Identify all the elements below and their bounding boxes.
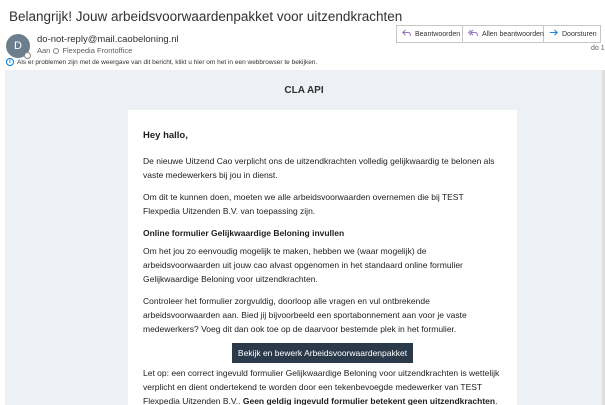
section-heading: Online formulier Gelijkwaardige Beloning invullen: [143, 228, 345, 238]
forward-button[interactable]: [544, 25, 601, 43]
sender-avatar[interactable]: [6, 34, 30, 58]
display-problem-infobar[interactable]: [6, 58, 317, 66]
sender-address[interactable]: do-not-reply@mail.caobeloning.nl: [37, 34, 179, 45]
to-recipient[interactable]: Flexpedia Frontoffice: [62, 46, 133, 55]
infobar-text[interactable]: Als er problemen zijn met de weergave van dit bericht, klikt u hier om het in een webbrowser te bekijken.: [17, 58, 318, 66]
paragraph-legal-notice: [143, 366, 502, 405]
forward-icon: [549, 29, 558, 39]
paragraph-form-info: Om het jou zo eenvoudig mogelijk te maken, hebben we (waar mogelijk) de arbeidsvoorwaarden uit jouw cao alvast opgenomen in het standaard online formulier Gelijkwaardige Beloning voor uitzendkrachten.: [143, 246, 463, 284]
to-label: Aan: [37, 46, 51, 55]
recipient-presence-icon: [53, 48, 59, 54]
reply-all-label: Allen beantwoorden: [482, 30, 544, 38]
message-actions: [396, 25, 601, 43]
legal-notice-emphasis: Geen geldig ingevuld formulier betekent geen uitzendkrachten: [242, 396, 496, 405]
reply-all-icon: [468, 29, 478, 39]
reply-all-button[interactable]: [463, 25, 544, 43]
email-body: [5, 70, 603, 405]
email-content-card: [128, 110, 517, 405]
reply-button[interactable]: [396, 25, 463, 43]
paragraph-check-form: Controleer het formulier zorgvuldig, doorloop alle vragen en vul ontbrekende arbeidsvoorwaarden aan. Bied jij bijvoorbeeld een sportabonnement aan voor je vaste medewerkers? Voeg dit dan ook toe op de daarvoor bestemde plek in het formulier.: [143, 296, 467, 334]
recipient-line: [37, 46, 132, 55]
reply-icon: [402, 29, 411, 39]
received-date: do 1: [591, 45, 605, 52]
email-subject: Belangrijk! Jouw arbeidsvoorwaardenpakket voor uitzendkrachten: [9, 9, 403, 24]
legal-notice-text: Let op: een correct ingevuld formulier Gelijkwaardige Beloning voor uitzendkrachten is wettelijk verplicht en dient ondertekend te worden door een tekenbevoegde medewerker van TEST Flexpedia Uitzenden B.V..: [143, 368, 500, 405]
avatar-initial: D: [14, 40, 22, 52]
paragraph-conditions: Om dit te kunnen doen, moeten we alle arbeidsvoorwaarden overnemen die bij TEST Flexpedia Uitzenden B.V. van toepassing zijn.: [143, 192, 464, 216]
greeting: Hey hallo,: [143, 130, 188, 141]
view-edit-package-button[interactable]: Bekijk en bewerk Arbeidsvoorwaardenpakket: [232, 343, 413, 363]
legal-notice-end: .: [495, 396, 498, 405]
paragraph-intro: De nieuwe Uitzend Cao verplicht ons de uitzendkrachten volledig gelijkwaardig te belonen als vaste medewerkers bij jou in dienst.: [143, 156, 495, 180]
brand-header: CLA API: [284, 85, 324, 96]
forward-label: Doorsturen: [562, 30, 597, 38]
info-icon: i: [6, 58, 14, 66]
reply-label: Beantwoorden: [415, 30, 461, 38]
cta-wrapper: [143, 343, 502, 363]
